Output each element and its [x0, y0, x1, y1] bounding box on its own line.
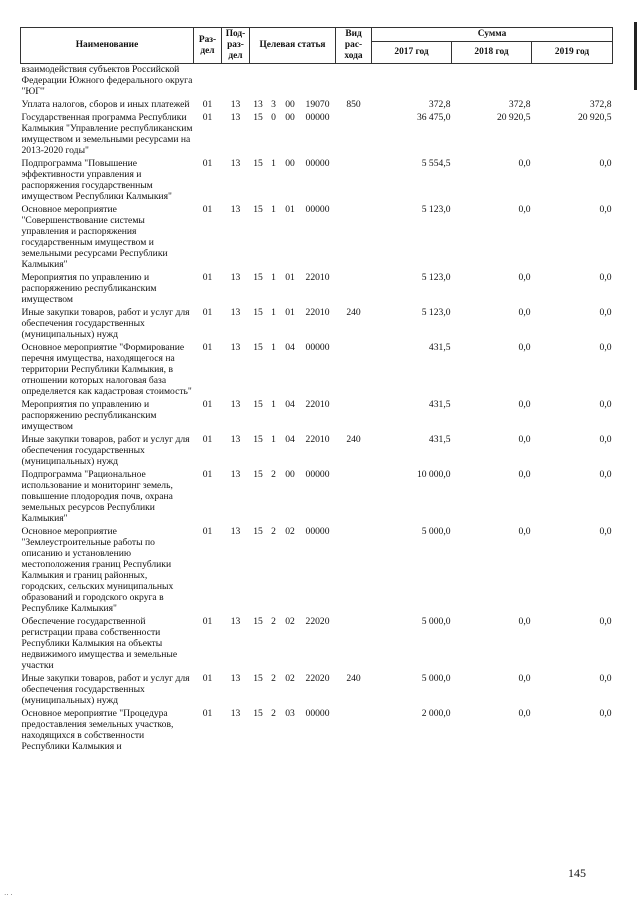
row-expense-type — [336, 112, 372, 158]
row-target-activity: 04 — [285, 399, 295, 410]
row-name: Подпрограмма "Повышение эффективности управления и распоряжения государственным имуществом Республики Калмыкия" — [21, 158, 172, 202]
row-podrazdel — [222, 64, 250, 100]
header-sum: Сумма — [372, 28, 613, 42]
row-sum-2018: 0,0 — [518, 272, 531, 283]
row-sum-2019: 20 920,5 — [577, 112, 612, 123]
row-razdel: 01 — [202, 342, 213, 353]
table-row — [21, 526, 613, 616]
row-target-program: 15 — [253, 158, 263, 169]
row-target-direction: 22010 — [305, 399, 330, 410]
row-target-program: 15 — [253, 708, 263, 719]
row-expense-type — [336, 342, 372, 399]
row-expense-type — [336, 204, 372, 272]
row-target-subprogram: 2 — [271, 673, 276, 684]
row-name: Иные закупки товаров, работ и услуг для обеспечения государственных (муниципальных) нужд — [21, 673, 190, 706]
row-sum-2017: 5 123,0 — [421, 272, 451, 283]
header-expense-type: Вид рас- хода — [336, 28, 372, 64]
row-target-subprogram: 3 — [271, 99, 276, 110]
row-sum-2017: 5 000,0 — [421, 673, 451, 684]
table-row — [21, 616, 613, 673]
table-body — [21, 64, 613, 755]
row-target-program: 15 — [253, 434, 263, 445]
row-sum-2018: 0,0 — [518, 204, 531, 215]
row-expense-type — [336, 158, 372, 204]
header-podrazdel: Под- раз- дел — [222, 28, 250, 64]
row-target-activity: 00 — [285, 99, 295, 110]
row-target-activity — [281, 64, 300, 100]
row-razdel: 01 — [202, 526, 213, 537]
row-target-direction: 00000 — [305, 342, 330, 353]
row-sum-2018: 0,0 — [518, 307, 531, 318]
row-sum-2017: 36 475,0 — [416, 112, 451, 123]
row-sum-2018: 0,0 — [518, 708, 531, 719]
table-row — [21, 204, 613, 272]
row-expense-type: 240 — [346, 434, 361, 445]
row-target-direction: 22010 — [305, 307, 330, 318]
row-target-direction: 22020 — [305, 616, 330, 627]
row-sum-2019: 0,0 — [599, 158, 612, 169]
row-podrazdel: 13 — [230, 469, 241, 480]
row-name: Иные закупки товаров, работ и услуг для обеспечения государственных (муниципальных) нужд — [21, 307, 190, 340]
row-razdel — [194, 64, 222, 100]
row-sum-2019: 0,0 — [599, 469, 612, 480]
row-sum-2017: 431,5 — [428, 342, 451, 353]
table-row — [21, 112, 613, 158]
row-target-direction: 22010 — [305, 434, 330, 445]
row-target-subprogram: 1 — [271, 307, 276, 318]
row-podrazdel: 13 — [230, 158, 241, 169]
row-podrazdel: 13 — [230, 673, 241, 684]
row-name: Основное мероприятие "Формирование перечня имущества, находящегося на территории Республики Калмыкия, в отношении которых налоговая база определяется как кадастровая стоимость" — [21, 342, 192, 397]
row-name: Иные закупки товаров, работ и услуг для обеспечения государственных (муниципальных) нужд — [21, 434, 190, 467]
row-razdel: 01 — [202, 673, 213, 684]
budget-table — [20, 27, 613, 754]
row-expense-type: 850 — [346, 99, 361, 110]
header-name: Наименование — [21, 28, 194, 64]
row-target-activity: 01 — [285, 307, 295, 318]
page-edge-mark — [634, 22, 637, 90]
row-target-program: 15 — [253, 112, 263, 123]
row-target-direction: 00000 — [305, 158, 330, 169]
table-row — [21, 272, 613, 307]
row-razdel: 01 — [202, 158, 213, 169]
row-podrazdel: 13 — [230, 526, 241, 537]
row-target-subprogram: 1 — [271, 204, 276, 215]
row-sum-2018: 0,0 — [518, 158, 531, 169]
table-row — [21, 307, 613, 342]
header-razdel: Раз- дел — [194, 28, 222, 64]
row-expense-type — [336, 469, 372, 526]
row-sum-2017: 5 123,0 — [421, 204, 451, 215]
row-target-subprogram: 1 — [271, 272, 276, 283]
table-row — [21, 99, 613, 112]
row-expense-type — [336, 399, 372, 434]
row-target-activity: 00 — [285, 158, 295, 169]
row-name: Основное мероприятие "Землеустроительные работы по описанию и установлению местоположения границ Республики Калмыкия и границ районных, городских, сельских муниципальных образований и городского округа в Республике Калмыкия" — [21, 526, 174, 614]
row-target-program: 15 — [253, 307, 263, 318]
row-podrazdel: 13 — [230, 399, 241, 410]
row-target-program: 15 — [253, 399, 263, 410]
row-sum-2017: 431,5 — [428, 399, 451, 410]
row-sum-2019: 0,0 — [599, 673, 612, 684]
row-target-direction: 00000 — [305, 112, 330, 123]
row-expense-type: 240 — [346, 673, 361, 684]
row-target-program: 15 — [253, 616, 263, 627]
row-target-program: 15 — [253, 204, 263, 215]
row-sum-2018: 372,8 — [508, 99, 531, 110]
row-podrazdel: 13 — [230, 112, 241, 123]
row-sum-2019: 0,0 — [599, 342, 612, 353]
row-sum-2018: 20 920,5 — [496, 112, 531, 123]
row-target-subprogram: 1 — [271, 342, 276, 353]
row-target-program: 15 — [253, 469, 263, 480]
row-sum-2017: 5 000,0 — [421, 616, 451, 627]
row-target-subprogram — [267, 64, 281, 100]
row-name: Мероприятия по управлению и распоряжению республиканским имуществом — [21, 399, 157, 432]
row-target-direction: 00000 — [305, 204, 330, 215]
row-target-subprogram: 2 — [271, 616, 276, 627]
row-sum-2019: 0,0 — [599, 526, 612, 537]
table-row — [21, 673, 613, 708]
row-podrazdel: 13 — [230, 434, 241, 445]
row-target-activity: 00 — [285, 469, 295, 480]
row-razdel: 01 — [202, 708, 213, 719]
row-expense-type — [336, 708, 372, 754]
row-razdel: 01 — [202, 469, 213, 480]
row-sum-2017: 372,8 — [428, 99, 451, 110]
table-row — [21, 64, 613, 100]
header-year-2018: 2018 год — [452, 42, 532, 64]
row-sum-2019: 0,0 — [599, 616, 612, 627]
row-podrazdel: 13 — [230, 204, 241, 215]
row-podrazdel: 13 — [230, 708, 241, 719]
row-target-direction: 22020 — [305, 673, 330, 684]
table-row — [21, 469, 613, 526]
row-sum-2018: 0,0 — [518, 526, 531, 537]
row-target-activity: 01 — [285, 272, 295, 283]
row-target-program: 15 — [253, 526, 263, 537]
header-year-2017: 2017 год — [372, 42, 452, 64]
row-name: взаимодействия субъектов Российской Федерации Южного федерального округа "ЮГ" — [21, 64, 193, 97]
table-row — [21, 399, 613, 434]
row-name: Мероприятия по управлению и распоряжению республиканским имуществом — [21, 272, 157, 305]
row-name: Основное мероприятие "Совершенствование системы управления и распоряжения государственным имуществом и земельными ресурсами Республики Калмыкия" — [21, 204, 168, 270]
table-row — [21, 708, 613, 754]
row-razdel: 01 — [202, 434, 213, 445]
header-year-2019: 2019 год — [532, 42, 613, 64]
row-name: Уплата налогов, сборов и иных платежей — [21, 99, 190, 110]
row-sum-2017: 10 000,0 — [416, 469, 451, 480]
row-sum-2018 — [452, 64, 532, 100]
row-target-activity: 00 — [285, 112, 295, 123]
row-target-program: 15 — [253, 272, 263, 283]
table-row — [21, 158, 613, 204]
header-target-article: Целевая статья — [250, 28, 336, 64]
row-sum-2019: 0,0 — [599, 204, 612, 215]
row-podrazdel: 13 — [230, 99, 241, 110]
row-razdel: 01 — [202, 272, 213, 283]
row-razdel: 01 — [202, 112, 213, 123]
row-sum-2019: 0,0 — [599, 434, 612, 445]
row-target-subprogram: 1 — [271, 399, 276, 410]
row-target-activity: 01 — [285, 204, 295, 215]
row-razdel: 01 — [202, 616, 213, 627]
row-sum-2018: 0,0 — [518, 616, 531, 627]
table-row — [21, 434, 613, 469]
row-name: Государственная программа Республики Калмыкия "Управление республиканским имуществом и земельными ресурсами на 2013-2020 годы" — [21, 112, 193, 156]
table-row — [21, 342, 613, 399]
row-podrazdel: 13 — [230, 272, 241, 283]
row-razdel: 01 — [202, 99, 213, 110]
row-sum-2017: 5 123,0 — [421, 307, 451, 318]
row-razdel: 01 — [202, 307, 213, 318]
row-target-direction: 00000 — [305, 708, 330, 719]
row-sum-2017: 431,5 — [428, 434, 451, 445]
row-expense-type — [336, 64, 372, 100]
row-name: Подпрограмма "Рациональное использование и мониторинг земель, повышение плодородия почв, охрана земельных ресурсов Республики Калмыкия" — [21, 469, 173, 524]
row-sum-2017: 5 000,0 — [421, 526, 451, 537]
row-target-program: 15 — [253, 342, 263, 353]
row-target-subprogram: 1 — [271, 158, 276, 169]
row-expense-type: 240 — [346, 307, 361, 318]
row-expense-type — [336, 526, 372, 616]
row-target-direction — [300, 64, 336, 100]
row-razdel: 01 — [202, 204, 213, 215]
row-sum-2018: 0,0 — [518, 434, 531, 445]
row-target-activity: 04 — [285, 342, 295, 353]
row-target-activity: 02 — [285, 673, 295, 684]
row-name: Обеспечение государственной регистрации права собственности Республики Калмыкия на объекты недвижимого имущества и земельные участки — [21, 616, 178, 671]
row-sum-2018: 0,0 — [518, 469, 531, 480]
row-target-activity: 02 — [285, 616, 295, 627]
row-target-direction: 22010 — [305, 272, 330, 283]
row-sum-2019: 372,8 — [589, 99, 612, 110]
row-sum-2019 — [532, 64, 613, 100]
table-header — [21, 28, 613, 64]
row-podrazdel: 13 — [230, 307, 241, 318]
row-target-program — [250, 64, 267, 100]
row-sum-2018: 0,0 — [518, 399, 531, 410]
row-target-program: 13 — [253, 99, 263, 110]
row-sum-2017 — [372, 64, 452, 100]
row-expense-type — [336, 616, 372, 673]
row-name: Основное мероприятие "Процедура предоставления земельных участков, находящихся в собственности Республики Калмыкия и — [21, 708, 174, 752]
row-target-subprogram: 0 — [271, 112, 276, 123]
row-target-activity: 02 — [285, 526, 295, 537]
row-sum-2019: 0,0 — [599, 399, 612, 410]
row-target-subprogram: 1 — [271, 434, 276, 445]
page-number: 145 — [568, 866, 586, 880]
row-target-program: 15 — [253, 673, 263, 684]
row-podrazdel: 13 — [230, 342, 241, 353]
row-target-subprogram: 2 — [271, 526, 276, 537]
row-target-activity: 04 — [285, 434, 295, 445]
row-sum-2019: 0,0 — [599, 708, 612, 719]
row-target-direction: 19070 — [305, 99, 330, 110]
row-target-subprogram: 2 — [271, 469, 276, 480]
row-sum-2017: 2 000,0 — [421, 708, 451, 719]
row-target-direction: 00000 — [305, 469, 330, 480]
row-sum-2018: 0,0 — [518, 342, 531, 353]
row-expense-type — [336, 272, 372, 307]
row-razdel: 01 — [202, 399, 213, 410]
row-target-direction: 00000 — [305, 526, 330, 537]
row-sum-2019: 0,0 — [599, 272, 612, 283]
row-target-subprogram: 2 — [271, 708, 276, 719]
row-target-activity: 03 — [285, 708, 295, 719]
row-sum-2017: 5 554,5 — [421, 158, 451, 169]
row-sum-2019: 0,0 — [599, 307, 612, 318]
row-podrazdel: 13 — [230, 616, 241, 627]
scan-mark: ·· · — [4, 891, 13, 899]
row-sum-2018: 0,0 — [518, 673, 531, 684]
